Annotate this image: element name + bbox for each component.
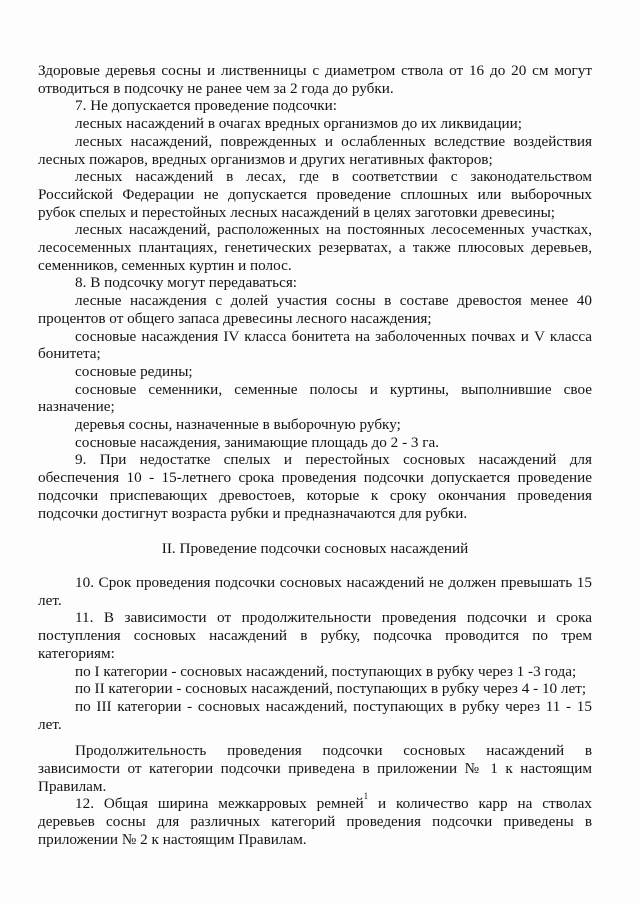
paragraph-item-11-category-1: по I категории - сосновых насаждений, поступающих в рубку через 1 -3 года; <box>75 662 577 680</box>
paragraph-item-8: 8. В подсочку могут передаваться: <box>75 274 298 292</box>
paragraph-item-7: 7. Не допускается проведение подсочки: <box>75 97 337 115</box>
footnote-ref: 1 <box>363 791 369 802</box>
paragraph-item-8-selective-felling: деревья сосны, назначенные в выборочную рубку; <box>75 416 401 434</box>
paragraph-item-7-seed-plots: лесных насаждений, расположенных на постоянных лесосеменных участках, лесосеменных плантациях, генетических резерватах, а также плюсовых деревьев, семенников, семенных куртин и полос. <box>38 221 592 274</box>
paragraph-item-11-category-3: по III категории - сосновых насаждений, поступающих в рубку через 11 - 15 лет. <box>38 697 592 733</box>
paragraph-item-8-pine-share: лесные насаждения с долей участия сосны в составе древостоя менее 40 процентов от общего запаса древесины лесного насаждения; <box>38 292 592 327</box>
paragraph-item-11: 11. В зависимости от продолжительности проведения подсочки и срока поступления сосновых насаждений в рубку, подсочка проводится по трем категориям: <box>38 609 592 662</box>
paragraph-item-8-redins: сосновые редины; <box>75 362 193 380</box>
paragraph-trees-diameter: Здоровые деревья сосны и лиственницы с диаметром ствола от 16 до 20 см могут отводиться в подсочку не ранее чем за 2 года до рубки. <box>38 62 592 97</box>
paragraph-item-12 <box>38 791 592 848</box>
paragraph-item-8-bonitet: сосновые насаждения IV класса бонитета на заболоченных почвах и V класса бонитета; <box>38 327 592 363</box>
paragraph-item-7-legislation: лесных насаждений в лесах, где в соответствии с законодательством Российской Федерации не допускается проведение сплошных или выборочных рубок спелых и перестойных лесных насаждений в целях заготовки древесины; <box>38 168 592 221</box>
document-body <box>38 62 592 849</box>
section-heading: II. Проведение подсочки сосновых насаждений <box>161 540 469 558</box>
paragraph-item-10: 10. Срок проведения подсочки сосновых насаждений не должен превышать 15 лет. <box>38 573 592 609</box>
paragraph-duration-appendix: Продолжительность проведения подсочки сосновых насаждений в зависимости от категории подсочки приведена в приложении № 1 к настоящим Правилам. <box>38 742 592 795</box>
paragraph-item-8-small-area: сосновые насаждения, занимающие площадь до 2 - 3 га. <box>75 433 440 451</box>
paragraph-item-12-text-end: и количество карр на стволах деревьев сосны для различных категорий проведения подсочки приведены в приложении № 2 к настоящим Правилам. <box>38 795 592 848</box>
paragraph-item-11-category-2: по II категории - сосновых насаждений, поступающих в рубку через 4 - 10 лет; <box>75 680 587 698</box>
paragraph-item-12-text-start: 12. Общая ширина межкарровых ремней <box>75 795 364 813</box>
paragraph-item-9: 9. При недостатке спелых и перестойных сосновых насаждений для обеспечения 10 - 15-летнего срока проведения подсочки допускается проведение подсочки приспевающих древостоев, которые к сроку окончания проведения подсочки достигнут возраста рубки и предназначаются для рубки. <box>38 451 592 522</box>
paragraph-item-7-damaged: лесных насаждений, поврежденных и ослабленных вследствие воздействия лесных пожаров, вредных организмов и других негативных факторов; <box>38 132 592 168</box>
paragraph-item-7-pests: лесных насаждений в очагах вредных организмов до их ликвидации; <box>75 115 522 133</box>
paragraph-item-8-seed-trees: сосновые семенники, семенные полосы и куртины, выполнившие свое назначение; <box>38 380 592 416</box>
